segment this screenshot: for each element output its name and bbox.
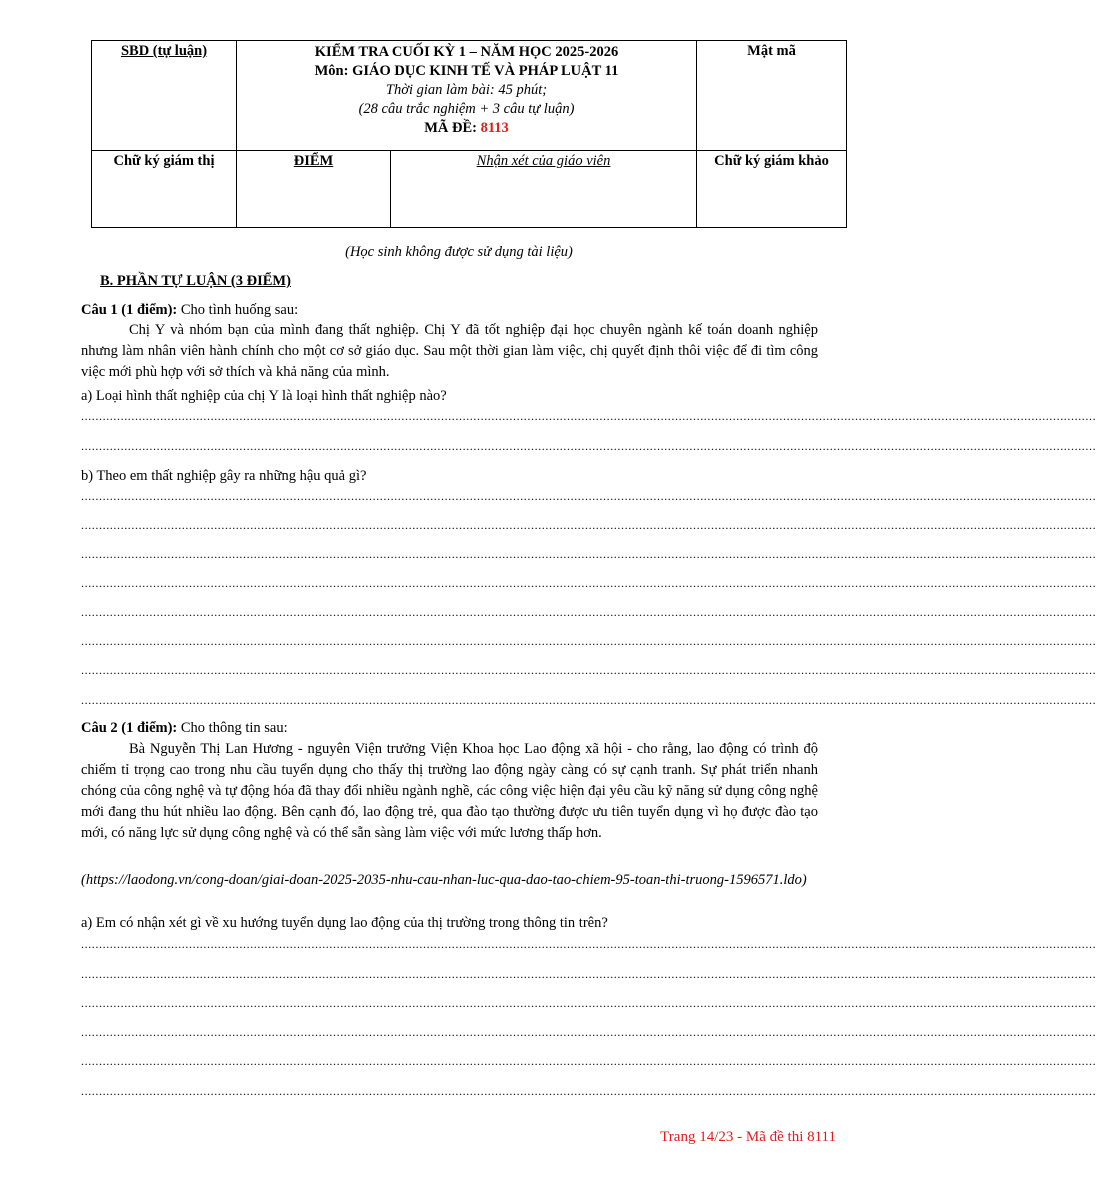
answer-line[interactable]: .......................................................................................................................................................................................................................................................................................... xyxy=(81,663,1096,677)
q1-heading xyxy=(81,300,298,320)
exam-question-count: (28 câu trắc nghiệm + 3 câu tự luận) xyxy=(358,101,575,117)
q1-scenario: Chị Y và nhóm bạn của mình đang thất nghiệp. Chị Y đã tốt nghiệp đại học chuyên ngành kế toán doanh nghiệp nhưng làm nhân viên hành chính cho một cơ sở giáo dục. Sau một thời gian làm việc, chị quyết định thôi việc để đi tìm công việc mới phù hợp với sở thích và khả năng của mình. xyxy=(81,322,818,380)
answer-line[interactable]: .......................................................................................................................................................................................................................................................................................... xyxy=(81,518,1096,532)
exam-header-table xyxy=(91,40,847,228)
q1-part-b: b) Theo em thất nghiệp gây ra những hậu quả gì? xyxy=(81,468,367,484)
q2-label: Câu 2 (1 điểm): xyxy=(81,720,178,736)
page-footer: Trang 14/23 - Mã đề thi 8111 xyxy=(660,1129,836,1145)
exam-code xyxy=(241,119,692,138)
section-title: B. PHẦN TỰ LUẬN (3 ĐIỂM) xyxy=(100,273,291,289)
score-label: ĐIỂM xyxy=(293,153,334,169)
sbd-cell xyxy=(92,41,237,151)
answer-line[interactable]: .......................................................................................................................................................................................................................................................................................... xyxy=(81,547,1096,561)
answer-line[interactable]: .......................................................................................................................................................................................................................................................................................... xyxy=(81,605,1096,619)
exam-time: Thời gian làm bài: 45 phút; xyxy=(385,82,548,98)
q2-part-a: a) Em có nhận xét gì về xu hướng tuyển dụng lao động của thị trường trong thông tin trên? xyxy=(81,915,608,931)
answer-line[interactable]: .......................................................................................................................................................................................................................................................................................... xyxy=(81,634,1096,648)
q1-intro: Cho tình huống sau: xyxy=(177,302,299,318)
no-materials-notice: (Học sinh không được sử dụng tài liệu) xyxy=(345,244,573,260)
supervisor-signature-cell xyxy=(92,151,237,228)
answer-line[interactable]: .......................................................................................................................................................................................................................................................................................... xyxy=(81,1054,1096,1068)
answer-line[interactable]: .......................................................................................................................................................................................................................................................................................... xyxy=(81,1084,1096,1098)
supervisor-signature-label: Chữ ký giám thị xyxy=(113,153,215,169)
answer-line[interactable]: .......................................................................................................................................................................................................................................................................................... xyxy=(81,996,1096,1010)
q1-label: Câu 1 (1 điểm): xyxy=(81,302,178,318)
exam-title-cell xyxy=(237,41,697,151)
exam-code-label: MÃ ĐỀ: xyxy=(424,120,481,136)
exam-subject: Môn: GIÁO DỤC KINH TẾ VÀ PHÁP LUẬT 11 xyxy=(314,63,619,79)
q2-source: (https://laodong.vn/cong-doan/giai-doan-2025-2035-nhu-cau-nhan-luc-qua-dao-tao-chiem-95-toan-thi-truong-1596571.ldo) xyxy=(81,872,807,888)
q2-information: Bà Nguyễn Thị Lan Hương - nguyên Viện trưởng Viện Khoa học Lao động xã hội - cho rằng, lao động có trình độ chiếm tỉ trọng cao trong nhu cầu tuyển dụng cho thấy thị trường lao động ngày càng có sự cạnh tranh. Sự phát triển nhanh chóng của công nghệ và tự động hóa đã thay đổi nhiều ngành nghề, các công việc hiện đại yêu cầu kỹ năng sử dụng công nghệ mới đang thu hút nhiều lao động. Bên cạnh đó, lao động trẻ, qua đào tạo thường được ưu tiên tuyển dụng vì họ được đào tạo mới, có năng lực sử dụng công nghệ và có thể sẵn sàng làm việc với mức lương thấp hơn. xyxy=(81,741,818,841)
teacher-comment-cell xyxy=(391,151,697,228)
score-cell xyxy=(237,151,391,228)
answer-line[interactable]: .......................................................................................................................................................................................................................................................................................... xyxy=(81,409,1096,423)
examiner-signature-label: Chữ ký giám khảo xyxy=(714,153,829,169)
q2-heading xyxy=(81,718,288,738)
examiner-signature-cell xyxy=(697,151,847,228)
secret-code-label: Mật mã xyxy=(747,43,796,59)
sbd-label: SBD (tự luận) xyxy=(120,43,208,59)
q2-intro: Cho thông tin sau: xyxy=(177,720,288,736)
answer-line[interactable]: .......................................................................................................................................................................................................................................................................................... xyxy=(81,489,1096,503)
exam-title: KIỂM TRA CUỐI KỲ 1 – NĂM HỌC 2025-2026 xyxy=(314,44,619,60)
answer-line[interactable]: .......................................................................................................................................................................................................................................................................................... xyxy=(81,693,1096,707)
secret-code-cell xyxy=(697,41,847,151)
teacher-comment-label: Nhận xét của giáo viên xyxy=(476,153,611,169)
answer-line[interactable]: .......................................................................................................................................................................................................................................................................................... xyxy=(81,576,1096,590)
answer-line[interactable]: .......................................................................................................................................................................................................................................................................................... xyxy=(81,1025,1096,1039)
answer-line[interactable]: .......................................................................................................................................................................................................................................................................................... xyxy=(81,937,1096,951)
exam-code-value: 8113 xyxy=(480,120,509,136)
q1-part-a: a) Loại hình thất nghiệp của chị Y là loại hình thất nghiệp nào? xyxy=(81,388,447,404)
answer-line[interactable]: .......................................................................................................................................................................................................................................................................................... xyxy=(81,967,1096,981)
answer-line[interactable]: .......................................................................................................................................................................................................................................................................................... xyxy=(81,439,1096,453)
